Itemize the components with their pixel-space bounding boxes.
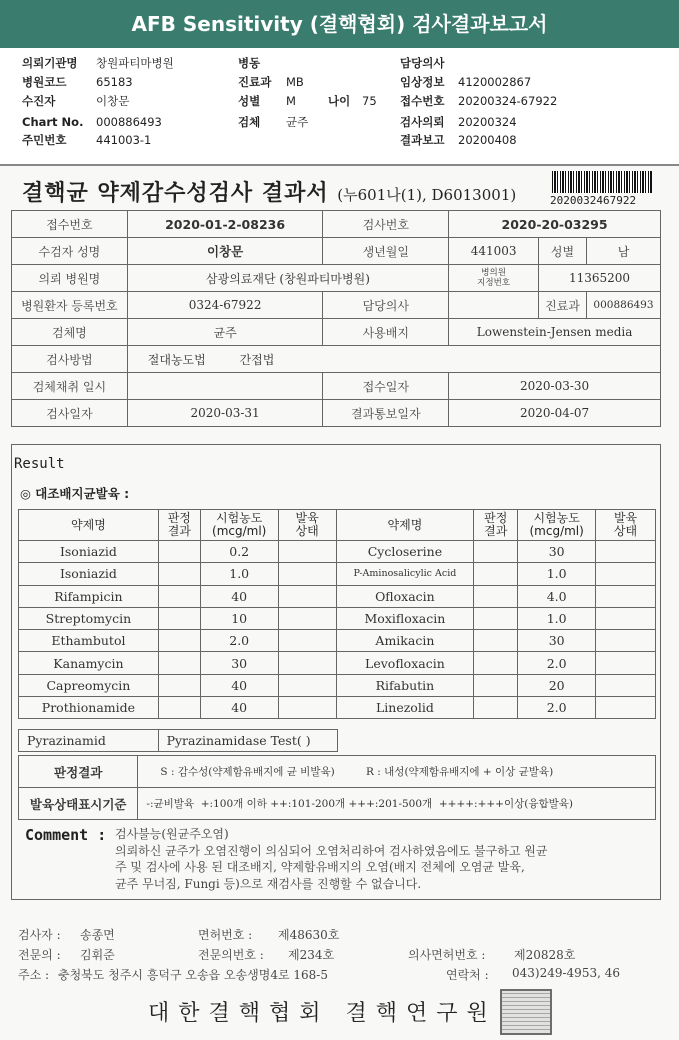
cell: 병원환자 등록번호 <box>12 292 128 319</box>
organization-name: 대한결핵협회 결핵연구원 <box>148 1001 497 1026</box>
table-row <box>19 788 656 820</box>
test-concentration: 30 <box>518 630 596 652</box>
cell: 검체명 <box>12 319 128 346</box>
cell: 이창문 <box>127 238 323 265</box>
growth-status <box>278 541 336 563</box>
dept-value: MB <box>286 75 304 89</box>
column-header <box>518 510 596 541</box>
test-concentration: 40 <box>200 697 278 719</box>
drug-name: P-Aminosalicylic Acid <box>336 563 474 585</box>
drug-name: Ethambutol <box>19 630 159 652</box>
table-header-row <box>19 510 656 541</box>
barcode-image <box>552 171 652 193</box>
receipt-value: 20200324-67922 <box>458 94 558 108</box>
judgement <box>474 652 518 674</box>
column-header-line: 상태 <box>295 524 319 538</box>
cell <box>449 292 539 319</box>
pyrazinamid-label: Pyrazinamid <box>19 730 159 752</box>
cell: 검사방법 <box>12 346 128 373</box>
specialist-label: 전문의 : <box>18 948 61 962</box>
comment-text <box>115 826 655 892</box>
drug-name: Isoniazid <box>19 541 159 563</box>
growth-legend: -:균비발육 +:100개 이하 ++:101-200개 +++:201-500개 ++++:+++이상(융합발육) <box>138 788 656 820</box>
patient-info-table <box>11 210 661 427</box>
drug-name: Levofloxacin <box>336 652 474 674</box>
judgement <box>474 563 518 585</box>
judgement <box>158 563 200 585</box>
judgement <box>158 652 200 674</box>
comment-label: Comment : <box>25 826 107 844</box>
method-indirect: 간접법 <box>239 352 275 367</box>
test-concentration: 2.0 <box>518 697 596 719</box>
test-concentration: 2.0 <box>200 630 278 652</box>
method-absolute: 절대농도법 <box>147 352 206 367</box>
code-label: 병원코드 <box>22 75 67 89</box>
rrn-label: 주민번호 <box>22 133 67 147</box>
table-row <box>12 346 661 373</box>
cell: 검체채취 일시 <box>12 373 128 400</box>
footer-row <box>18 966 658 984</box>
column-header <box>19 510 159 541</box>
test-concentration: 10 <box>200 607 278 629</box>
test-concentration: 1.0 <box>518 607 596 629</box>
age-value: 75 <box>362 94 377 108</box>
comment-line: 검사불능(원균주오염) <box>115 827 229 841</box>
test-concentration: 1.0 <box>518 563 596 585</box>
spec-no: 제234호 <box>288 948 335 962</box>
column-header-line: 판정 <box>484 511 508 525</box>
cell: 접수일자 <box>323 373 449 400</box>
legend-table <box>18 755 656 820</box>
growth-status <box>596 652 656 674</box>
growth-status <box>596 607 656 629</box>
rrn-value: 441003-1 <box>96 133 152 147</box>
test-concentration: 30 <box>518 541 596 563</box>
cell <box>127 373 323 400</box>
comment-line: 균주 무너짐, Fungi 등)으로 재검사를 진행할 수 없습니다. <box>115 876 422 891</box>
judgement <box>158 607 200 629</box>
judgement <box>474 541 518 563</box>
drug-name: Capreomycin <box>19 674 159 696</box>
judgement <box>158 630 200 652</box>
judge-r: R : 내성(약제함유배지에 + 이상 균발육) <box>366 766 554 778</box>
judgement <box>158 585 200 607</box>
footer-row <box>18 946 658 964</box>
cell: 2020-03-31 <box>127 400 323 427</box>
cell: 접수번호 <box>12 211 128 238</box>
judge-label: 판정결과 <box>19 756 138 788</box>
drug-name: Rifabutin <box>336 674 474 696</box>
cell: 의뢰 병원명 <box>12 265 128 292</box>
table-row <box>12 319 661 346</box>
specimen-value: 균주 <box>286 115 309 129</box>
drug-name: Cycloserine <box>336 541 474 563</box>
table-row <box>12 373 661 400</box>
column-header-line: 발육 <box>613 511 638 525</box>
cell: 검사일자 <box>12 400 128 427</box>
column-header <box>474 510 518 541</box>
receipt-label: 접수번호 <box>400 94 445 108</box>
cell: 삼광의료재단 (창원파티마병원) <box>127 265 448 292</box>
doctor-license-no: 제20828호 <box>514 948 576 962</box>
spec-no-label: 전문의번호 : <box>198 948 264 962</box>
drug-name: Prothionamide <box>19 697 159 719</box>
request-value: 20200324 <box>458 115 517 129</box>
drug-row <box>19 697 656 719</box>
drug-name: Streptomycin <box>19 607 159 629</box>
license-label: 면허번호 : <box>198 928 253 942</box>
column-header-line: 결과 <box>167 524 191 538</box>
cell: 생년월일 <box>323 238 449 265</box>
growth-status <box>596 541 656 563</box>
cell: 남 <box>586 238 660 265</box>
table-row <box>12 265 661 292</box>
ward-label: 병동 <box>238 56 261 70</box>
tester-name: 송종면 <box>80 928 115 942</box>
document-title <box>22 176 516 207</box>
document-form-code: (누601나(1), D6013001) <box>337 186 517 204</box>
dept-label: 진료과 <box>238 75 272 89</box>
hospital-label: 의뢰기관명 <box>22 56 78 70</box>
growth-status <box>278 652 336 674</box>
drug-name: Isoniazid <box>19 563 159 585</box>
column-header <box>336 510 474 541</box>
column-header <box>596 510 656 541</box>
column-header <box>278 510 336 541</box>
growth-status <box>278 607 336 629</box>
clinical-value: 4120002867 <box>458 75 532 89</box>
cell-line: 지정번호 <box>477 278 511 288</box>
column-header-line: 약제명 <box>387 517 423 532</box>
cell: 균주 <box>127 319 323 346</box>
cell: 결과통보일자 <box>323 400 449 427</box>
contact-value: 043)249-4953, 46 <box>512 966 620 980</box>
patient-label: 수진자 <box>22 94 56 108</box>
cell: 2020-03-30 <box>449 373 661 400</box>
doctor-label: 담당의사 <box>400 56 445 70</box>
column-header-line: 시험농도 <box>533 511 580 525</box>
drug-name: Rifampicin <box>19 585 159 607</box>
column-header-line: 상태 <box>613 524 638 538</box>
column-header-line: (mcg/ml) <box>529 524 584 538</box>
drug-name: Moxifloxacin <box>336 607 474 629</box>
chart-label: Chart No. <box>22 115 84 129</box>
drug-sensitivity-table <box>18 509 656 719</box>
report-title: AFB Sensitivity (결핵협회) 검사결과보고서 <box>0 0 679 48</box>
drug-row <box>19 652 656 674</box>
growth-status <box>278 630 336 652</box>
test-concentration: 40 <box>200 585 278 607</box>
judge-legend <box>138 756 656 788</box>
growth-status <box>596 674 656 696</box>
column-header-line: 결과 <box>484 524 508 538</box>
judgement <box>474 697 518 719</box>
sex-value: M <box>286 94 296 108</box>
drug-row <box>19 563 656 585</box>
column-header-line: 발육 <box>295 511 319 525</box>
table-row <box>12 400 661 427</box>
column-header <box>158 510 200 541</box>
growth-status <box>278 697 336 719</box>
growth-status <box>278 585 336 607</box>
drug-row <box>19 630 656 652</box>
growth-status <box>278 674 336 696</box>
test-concentration: 30 <box>200 652 278 674</box>
growth-status <box>596 563 656 585</box>
age-label: 나이 <box>328 94 351 108</box>
result-title: Result <box>14 456 65 472</box>
drug-name: Amikacin <box>336 630 474 652</box>
barcode-number: 2020032467922 <box>550 194 637 207</box>
cell: 0324-67922 <box>127 292 323 319</box>
column-header <box>200 510 278 541</box>
cell: 수검자 성명 <box>12 238 128 265</box>
comment-line: 의뢰하신 균주가 오염진행이 의심되어 오염처리하여 검사하였음에도 불구하고 원균 <box>115 843 548 858</box>
column-header-line: 약제명 <box>71 517 106 532</box>
judgement <box>474 674 518 696</box>
cell: 사용배지 <box>323 319 449 346</box>
cell: 000886493 <box>586 292 660 319</box>
drug-row <box>19 585 656 607</box>
license-no: 제48630호 <box>278 928 340 942</box>
cell: 2020-04-07 <box>449 400 661 427</box>
scanned-report <box>0 166 679 1040</box>
judgement <box>158 697 200 719</box>
patient-value: 이창문 <box>96 94 130 108</box>
growth-status <box>596 630 656 652</box>
cell: 성별 <box>539 238 587 265</box>
judgement <box>474 630 518 652</box>
column-header-line: 시험농도 <box>216 511 263 525</box>
test-concentration: 2.0 <box>518 652 596 674</box>
address-label: 주소 : <box>18 968 50 982</box>
drug-row <box>19 674 656 696</box>
official-seal-stamp <box>500 989 552 1035</box>
tester-label: 검사자 : <box>18 928 61 942</box>
judgement <box>158 541 200 563</box>
test-concentration: 40 <box>200 674 278 696</box>
hospital-value: 창원파티마병원 <box>96 56 174 70</box>
chart-value: 000886493 <box>96 115 162 129</box>
table-row <box>19 756 656 788</box>
cell: Lowenstein-Jensen media <box>449 319 661 346</box>
growth-status <box>596 585 656 607</box>
judgement <box>474 607 518 629</box>
doctor-license-label: 의사면허번호 : <box>408 948 486 962</box>
specimen-label: 검체 <box>238 115 261 129</box>
report-date-label: 결과보고 <box>400 133 445 147</box>
cell: 2020-20-03295 <box>449 211 661 238</box>
cell-line: 병의원 <box>481 268 506 278</box>
pyrazinamidase-test: Pyrazinamidase Test( ) <box>158 730 337 752</box>
request-label: 검사의뢰 <box>400 115 445 129</box>
test-concentration: 1.0 <box>200 563 278 585</box>
cell: 담당의사 <box>323 292 449 319</box>
clinical-label: 임상정보 <box>400 75 445 89</box>
judge-s: S : 감수성(약제함유배지에 균 비발육) <box>160 766 335 778</box>
cell: 2020-01-2-08236 <box>127 211 323 238</box>
contact-label: 연락처 : <box>446 968 489 982</box>
address-value: 충청북도 청주시 흥덕구 오송읍 오송생명4로 168-5 <box>58 968 328 982</box>
cell <box>449 265 539 292</box>
cell: 441003 <box>449 238 539 265</box>
specialist-name: 김휘준 <box>80 948 115 962</box>
pyrazinamid-table <box>18 729 338 752</box>
table-row <box>12 211 661 238</box>
cell <box>127 346 660 373</box>
column-header-line: 판정 <box>167 511 191 525</box>
drug-row <box>19 607 656 629</box>
table-row <box>19 730 338 752</box>
sex-label: 성별 <box>238 94 261 108</box>
cell: 11365200 <box>539 265 661 292</box>
growth-status <box>278 563 336 585</box>
cell: 검사번호 <box>323 211 449 238</box>
judgement <box>474 585 518 607</box>
control-growth-label: ◎ 대조배지균발육 : <box>20 486 130 501</box>
test-concentration: 20 <box>518 674 596 696</box>
judgement <box>158 674 200 696</box>
drug-name: Ofloxacin <box>336 585 474 607</box>
footer-row <box>18 926 658 944</box>
test-concentration: 0.2 <box>200 541 278 563</box>
code-value: 65183 <box>96 75 133 89</box>
document-title-main: 결핵균 약제감수성검사 결과서 <box>22 181 329 206</box>
comment-line: 주 및 검사에 사용 된 대조배지, 약제함유배지의 오염(배지 전체에 오염균 발육, <box>115 860 525 874</box>
drug-name: Kanamycin <box>19 652 159 674</box>
growth-label: 발육상태표시기준 <box>19 788 138 820</box>
cell: 진료과 <box>539 292 587 319</box>
report-info-panel <box>0 54 679 164</box>
drug-name: Linezolid <box>336 697 474 719</box>
growth-status <box>596 697 656 719</box>
test-concentration: 4.0 <box>518 585 596 607</box>
column-header-line: (mcg/ml) <box>212 524 267 538</box>
table-row <box>12 238 661 265</box>
table-row <box>12 292 661 319</box>
report-date-value: 20200408 <box>458 133 517 147</box>
drug-row <box>19 541 656 563</box>
